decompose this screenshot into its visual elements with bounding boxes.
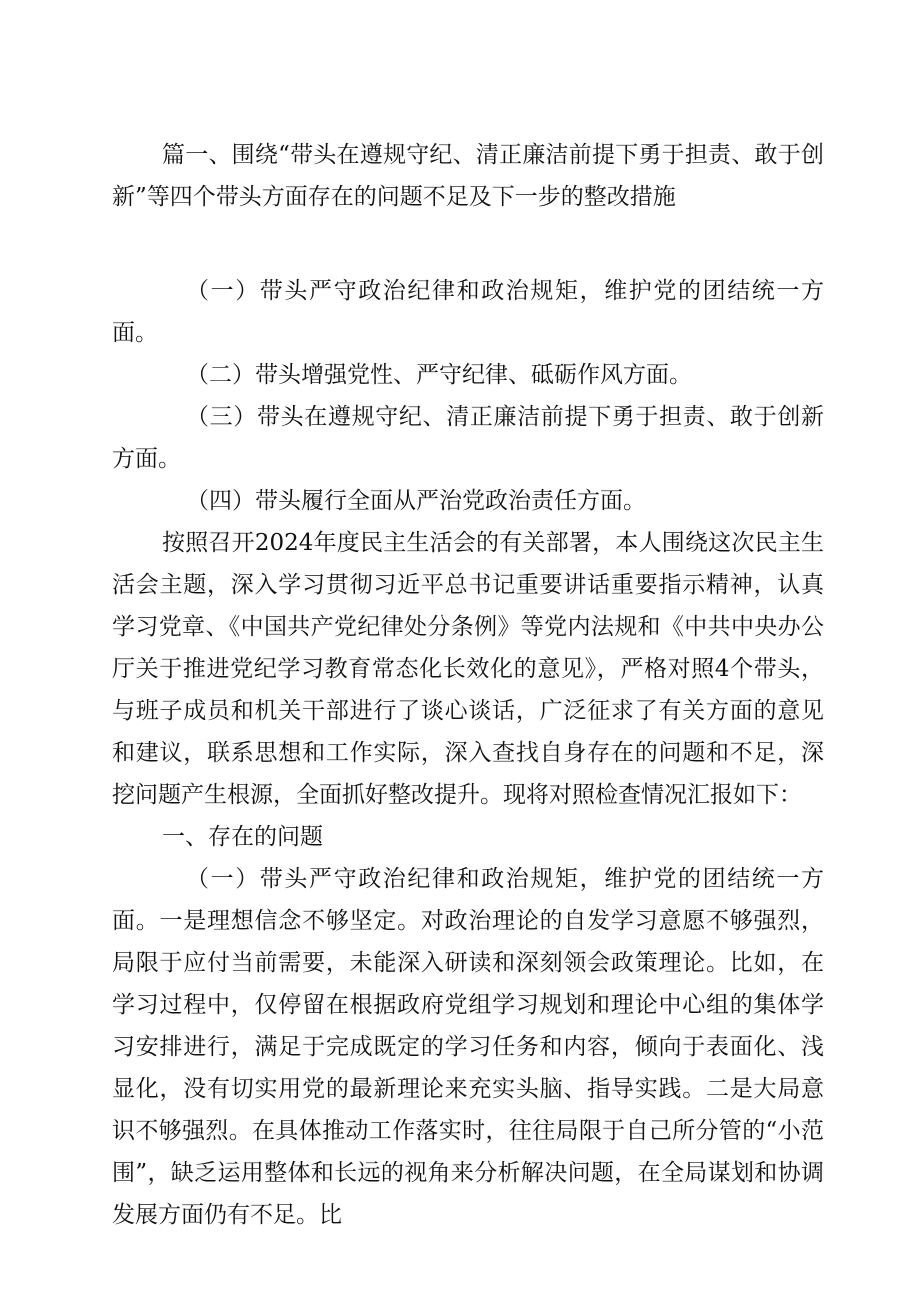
- section-paragraph: （一）带头严守政治纪律和政治规矩，维护党的团结统一方面。一是理想信念不够坚定。对政治理论的自发学习意愿不够强烈，局限于应付当前需要，未能深入研读和深刻领会政策理论。比如，在学习过程中，仅停留在根据政府党组学习规划和理论中心组的集体学习安排进行，满足于完成既定的学习任务和内容，倾向于表面化、浅显化，没有切实用党的最新理论来充实头脑、指导实践。二是大局意识不够强烈。在具体推动工作落实时，往往局限于自己所分管的“小范围”，缺乏运用整体和长远的视角来分析解决问题，在全局谋划和协调发展方面仍有不足。比: [112, 866, 824, 1228]
- document-body: [112, 270, 824, 1236]
- toc-item-4: （四）带头履行全面从严治党政治责任方面。: [186, 488, 646, 514]
- toc-item-2: （二）带头增强党性、严守纪律、砥砺作风方面。: [186, 362, 692, 388]
- document-title: 篇一、围绕“带头在遵规守纪、清正廉洁前提下勇于担责、敢于创新”等四个带头方面存在的问题不足及下一步的整改措施: [112, 142, 824, 210]
- toc-item-3: （三）带头在遵规守纪、清正廉洁前提下勇于担责、敢于创新方面。: [112, 404, 824, 472]
- toc-item-1: （一）带头严守政治纪律和政治规矩，维护党的团结统一方面。: [112, 278, 824, 346]
- section-heading: 一、存在的问题: [162, 824, 323, 850]
- intro-paragraph: 按照召开2024年度民主生活会的有关部署，本人围绕这次民主生活会主题，深入学习贯彻习近平总书记重要讲话重要指示精神，认真学习党章、《中国共产党纪律处分条例》等党内法规和《中共中央办公厅关于推进党纪学习教育常态化长效化的意见》，严格对照4个带头，与班子成员和机关干部进行了谈心谈话，广泛征求了有关方面的意见和建议，联系思想和工作实际，深入查找自身存在的问题和不足，深挖问题产生根源，全面抓好整改提升。现将对照检查情况汇报如下：: [112, 530, 824, 808]
